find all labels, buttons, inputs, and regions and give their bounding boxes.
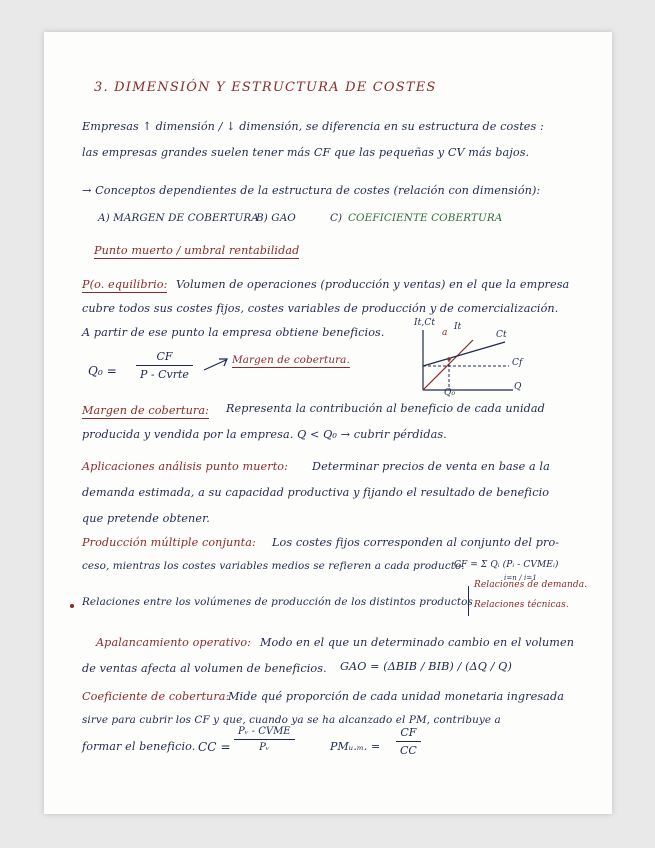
pm-formula-num: CF	[400, 726, 417, 739]
pe-label: P(o. equilibrio:	[82, 278, 168, 291]
prod-line-1: Los costes fijos corresponden al conjunto del pro-	[272, 536, 560, 549]
page-title: 3. DIMENSIÓN Y ESTRUCTURA DE COSTES	[94, 80, 437, 95]
arrow-icon	[202, 354, 232, 374]
concepts-line: → Conceptos dependientes de la estructura de costes (relación con dimensión):	[82, 184, 541, 197]
pm-formula-fraction	[396, 726, 421, 757]
concept-c-prefix: C)	[330, 212, 343, 224]
prod-formula-limits: i=n / i=1	[504, 574, 537, 582]
formula-q0-arrow-label: Margen de cobertura.	[232, 354, 350, 366]
pm-formula-den: CC	[396, 741, 421, 757]
pe-line-3: A partir de ese punto la empresa obtiene beneficios.	[82, 326, 385, 339]
break-even-graph	[409, 322, 529, 402]
apal-line-1: Modo en el que un determinado cambio en el volumen	[260, 636, 575, 649]
gao-formula: GAO = (ΔBIB / BIB) / (ΔQ / Q)	[340, 660, 512, 673]
cc-line-2: sirve para cubrir los CF y que, cuando ya se ha alcanzado el PM, contribuye a	[82, 714, 501, 726]
formula-q0-fraction	[136, 350, 193, 381]
relaciones-line: Relaciones entre los volúmenes de producción de los distintos productos	[82, 596, 473, 608]
cc-line-1: Mide qué proporción de cada unidad monetaria ingresada	[228, 690, 564, 703]
mc-label: Margen de cobertura:	[82, 404, 209, 417]
formula-q0-num: CF	[156, 350, 173, 363]
concept-b: B) GAO	[256, 212, 296, 224]
heading-punto-muerto: Punto muerto / umbral rentabilidad	[94, 244, 300, 257]
formula-q0-den: P - Cvrte	[136, 365, 193, 381]
pe-line-2: cubre todos sus costes fijos, costes variables de producción y de comercialización.	[82, 302, 559, 315]
cc-formula-num: Pᵥ - CVME	[238, 726, 291, 737]
graph-ct: Ct	[496, 330, 507, 340]
brace-icon	[468, 586, 469, 616]
apal-label: Apalancamiento operativo:	[96, 636, 252, 649]
concept-a: A) MARGEN DE COBERTURA	[98, 212, 259, 224]
cc-formula-fraction	[234, 726, 295, 753]
concept-c: COEFICIENTE COBERTURA	[348, 212, 503, 224]
graph-q: Q	[514, 382, 522, 392]
formula-q0-lhs: Q₀ =	[88, 364, 117, 378]
cc-line-3: formar el beneficio.	[82, 740, 196, 753]
apl-line-1: Determinar precios de venta en base a la	[312, 460, 550, 473]
intro-line-2: las empresas grandes suelen tener más CF que las pequeñas y CV más bajos.	[82, 146, 530, 159]
cc-formula-lhs: CC =	[198, 740, 231, 754]
bullet-icon	[70, 604, 74, 608]
mc-line-1: Representa la contribución al beneficio de cada unidad	[226, 402, 545, 415]
graph-q0: Q₀	[444, 388, 456, 398]
graph-it: It	[454, 322, 462, 332]
mc-line-2: producida y vendida por la empresa. Q < Q₀ → cubrir pérdidas.	[82, 428, 447, 441]
prod-line-2: ceso, mientras los costes variables medios se refieren a cada producto.	[82, 560, 465, 572]
cc-label: Coeficiente de cobertura:	[82, 690, 230, 703]
graph-cf: Cf	[512, 358, 523, 368]
pm-formula-lhs: PMᵤ.ₘ. =	[330, 740, 381, 753]
graph-y-label: It,Ct	[414, 318, 436, 328]
total-cost-line	[423, 342, 505, 366]
apal-line-2: de ventas afecta al volumen de beneficios.	[82, 662, 327, 675]
relaciones-item-demanda: Relaciones de demanda.	[474, 580, 588, 590]
cc-formula-den: Pᵥ	[234, 739, 295, 753]
pe-line-1: Volumen de operaciones (producción y ventas) en el que la empresa	[176, 278, 570, 291]
prod-formula: CF = Σ Qᵢ (Pᵢ - CVMEᵢ)	[454, 560, 559, 570]
notebook-page	[44, 32, 612, 814]
apl-line-2: demanda estimada, a su capacidad productiva y fijando el resultado de beneficio	[82, 486, 550, 499]
income-line	[423, 340, 473, 390]
apl-line-3: que pretende obtener.	[82, 512, 210, 525]
apl-label: Aplicaciones análisis punto muerto:	[82, 460, 288, 473]
prod-label: Producción múltiple conjunta:	[82, 536, 256, 549]
intro-line-1: Empresas ↑ dimensión / ↓ dimensión, se diferencia en su estructura de costes :	[82, 120, 544, 133]
relaciones-item-tecnicas: Relaciones técnicas.	[474, 600, 569, 610]
graph-a: a	[442, 328, 448, 338]
